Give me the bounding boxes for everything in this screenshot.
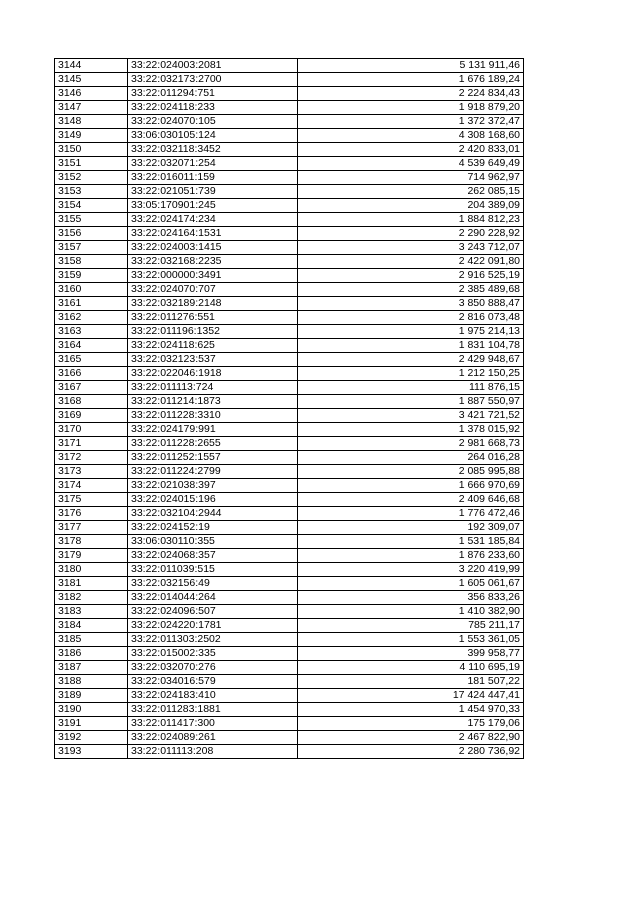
table-row: [55, 255, 524, 269]
cadastral-number-cell: 33:22:032156:49: [128, 577, 298, 591]
table-row: [55, 731, 524, 745]
row-number-cell: 3158: [55, 255, 128, 269]
cadastral-value-cell: 2 085 995,88: [298, 465, 524, 479]
cadastral-number-cell: 33:22:016011:159: [128, 171, 298, 185]
cadastral-value-cell: 356 833,26: [298, 591, 524, 605]
cadastral-number-cell: 33:22:011417:300: [128, 717, 298, 731]
row-number-cell: 3146: [55, 87, 128, 101]
table-row: [55, 157, 524, 171]
row-number-cell: 3144: [55, 59, 128, 73]
row-number-cell: 3163: [55, 325, 128, 339]
row-number-cell: 3159: [55, 269, 128, 283]
cadastral-number-cell: 33:22:011113:208: [128, 745, 298, 759]
table-row: [55, 311, 524, 325]
row-number-cell: 3166: [55, 367, 128, 381]
row-number-cell: 3145: [55, 73, 128, 87]
cadastral-number-cell: 33:22:014044:264: [128, 591, 298, 605]
table-row: [55, 87, 524, 101]
cadastral-number-cell: 33:22:024179:991: [128, 423, 298, 437]
cadastral-value-cell: 1 676 189,24: [298, 73, 524, 87]
cadastral-number-cell: 33:22:024183:410: [128, 689, 298, 703]
row-number-cell: 3160: [55, 283, 128, 297]
cadastral-value-cell: 2 420 833,01: [298, 143, 524, 157]
cadastral-number-cell: 33:22:011113:724: [128, 381, 298, 395]
cadastral-value-cell: 1 378 015,92: [298, 423, 524, 437]
cadastral-value-cell: 192 309,07: [298, 521, 524, 535]
row-number-cell: 3173: [55, 465, 128, 479]
cadastral-value-cell: 3 220 419,99: [298, 563, 524, 577]
cadastral-number-cell: 33:05:170901:245: [128, 199, 298, 213]
cadastral-value-cell: 2 409 646,68: [298, 493, 524, 507]
cadastral-number-cell: 33:22:000000:3491: [128, 269, 298, 283]
table-row: [55, 143, 524, 157]
cadastral-number-cell: 33:06:030105:124: [128, 129, 298, 143]
table-row: [55, 745, 524, 759]
cadastral-number-cell: 33:22:032189:2148: [128, 297, 298, 311]
cadastral-value-table: [54, 58, 524, 759]
row-number-cell: 3149: [55, 129, 128, 143]
cadastral-number-cell: 33:22:024096:507: [128, 605, 298, 619]
cadastral-number-cell: 33:22:024152:19: [128, 521, 298, 535]
row-number-cell: 3189: [55, 689, 128, 703]
cadastral-value-cell: 4 539 649,49: [298, 157, 524, 171]
cadastral-value-cell: 1 876 233,60: [298, 549, 524, 563]
table-row: [55, 451, 524, 465]
cadastral-number-cell: 33:22:011276:551: [128, 311, 298, 325]
table-row: [55, 409, 524, 423]
cadastral-value-cell: 2 429 948,67: [298, 353, 524, 367]
table-row: [55, 423, 524, 437]
cadastral-number-cell: 33:22:011252:1557: [128, 451, 298, 465]
row-number-cell: 3193: [55, 745, 128, 759]
table-row: [55, 269, 524, 283]
row-number-cell: 3156: [55, 227, 128, 241]
table-row: [55, 465, 524, 479]
table-row: [55, 521, 524, 535]
cadastral-number-cell: 33:22:011303:2502: [128, 633, 298, 647]
table-row: [55, 437, 524, 451]
row-number-cell: 3165: [55, 353, 128, 367]
table-row: [55, 717, 524, 731]
row-number-cell: 3186: [55, 647, 128, 661]
cadastral-value-cell: 714 962,97: [298, 171, 524, 185]
row-number-cell: 3162: [55, 311, 128, 325]
cadastral-value-cell: 2 916 525,19: [298, 269, 524, 283]
cadastral-value-cell: 2 385 489,68: [298, 283, 524, 297]
row-number-cell: 3188: [55, 675, 128, 689]
cadastral-value-cell: 1 531 185,84: [298, 535, 524, 549]
cadastral-value-cell: 1 831 104,78: [298, 339, 524, 353]
table-row: [55, 381, 524, 395]
cadastral-number-cell: 33:22:011214:1873: [128, 395, 298, 409]
cadastral-number-cell: 33:22:032123:537: [128, 353, 298, 367]
cadastral-number-cell: 33:22:032118:3452: [128, 143, 298, 157]
cadastral-value-cell: 2 422 091,80: [298, 255, 524, 269]
cadastral-number-cell: 33:22:024164:1531: [128, 227, 298, 241]
table-row: [55, 115, 524, 129]
cadastral-value-cell: 1 666 970,69: [298, 479, 524, 493]
cadastral-value-cell: 1 212 150,25: [298, 367, 524, 381]
cadastral-value-cell: 1 975 214,13: [298, 325, 524, 339]
row-number-cell: 3147: [55, 101, 128, 115]
table-row: [55, 703, 524, 717]
row-number-cell: 3179: [55, 549, 128, 563]
table-row: [55, 185, 524, 199]
table-row: [55, 339, 524, 353]
cadastral-number-cell: 33:22:021051:739: [128, 185, 298, 199]
row-number-cell: 3182: [55, 591, 128, 605]
row-number-cell: 3187: [55, 661, 128, 675]
row-number-cell: 3155: [55, 213, 128, 227]
cadastral-number-cell: 33:22:011196:1352: [128, 325, 298, 339]
cadastral-value-cell: 3 243 712,07: [298, 241, 524, 255]
row-number-cell: 3190: [55, 703, 128, 717]
cadastral-value-cell: 175 179,06: [298, 717, 524, 731]
table-row: [55, 227, 524, 241]
cadastral-value-cell: 2 224 834,43: [298, 87, 524, 101]
table-row: [55, 661, 524, 675]
cadastral-value-cell: 4 110 695,19: [298, 661, 524, 675]
row-number-cell: 3191: [55, 717, 128, 731]
row-number-cell: 3174: [55, 479, 128, 493]
table-row: [55, 507, 524, 521]
cadastral-number-cell: 33:22:024089:261: [128, 731, 298, 745]
table-row: [55, 577, 524, 591]
row-number-cell: 3153: [55, 185, 128, 199]
cadastral-value-cell: 785 211,17: [298, 619, 524, 633]
cadastral-value-cell: 1 553 361,05: [298, 633, 524, 647]
table-row: [55, 647, 524, 661]
table-row: [55, 73, 524, 87]
row-number-cell: 3183: [55, 605, 128, 619]
cadastral-number-cell: 33:22:011039:515: [128, 563, 298, 577]
cadastral-value-cell: 1 605 061,67: [298, 577, 524, 591]
cadastral-value-cell: 1 918 879,20: [298, 101, 524, 115]
cadastral-value-cell: 4 308 168,60: [298, 129, 524, 143]
table-row: [55, 549, 524, 563]
cadastral-value-cell: 181 507,22: [298, 675, 524, 689]
row-number-cell: 3170: [55, 423, 128, 437]
row-number-cell: 3151: [55, 157, 128, 171]
cadastral-number-cell: 33:22:024070:707: [128, 283, 298, 297]
table-row: [55, 241, 524, 255]
cadastral-number-cell: 33:22:032070:276: [128, 661, 298, 675]
row-number-cell: 3161: [55, 297, 128, 311]
table-row: [55, 493, 524, 507]
row-number-cell: 3148: [55, 115, 128, 129]
table-row: [55, 213, 524, 227]
cadastral-value-cell: 204 389,09: [298, 199, 524, 213]
row-number-cell: 3171: [55, 437, 128, 451]
cadastral-number-cell: 33:22:024220:1781: [128, 619, 298, 633]
row-number-cell: 3176: [55, 507, 128, 521]
cadastral-number-cell: 33:22:011228:2655: [128, 437, 298, 451]
row-number-cell: 3164: [55, 339, 128, 353]
row-number-cell: 3150: [55, 143, 128, 157]
table-row: [55, 297, 524, 311]
cadastral-number-cell: 33:22:024068:357: [128, 549, 298, 563]
cadastral-number-cell: 33:22:024070:105: [128, 115, 298, 129]
cadastral-value-cell: 399 958,77: [298, 647, 524, 661]
row-number-cell: 3177: [55, 521, 128, 535]
cadastral-value-cell: 2 467 822,90: [298, 731, 524, 745]
table-row: [55, 353, 524, 367]
row-number-cell: 3168: [55, 395, 128, 409]
table-row: [55, 689, 524, 703]
table-row: [55, 633, 524, 647]
table-row: [55, 171, 524, 185]
table-body: [55, 59, 524, 759]
cadastral-number-cell: 33:22:024118:625: [128, 339, 298, 353]
cadastral-value-cell: 2 290 228,92: [298, 227, 524, 241]
cadastral-value-cell: 17 424 447,41: [298, 689, 524, 703]
cadastral-value-cell: 3 850 888,47: [298, 297, 524, 311]
cadastral-value-cell: 2 816 073,48: [298, 311, 524, 325]
cadastral-number-cell: 33:22:034016:579: [128, 675, 298, 689]
row-number-cell: 3157: [55, 241, 128, 255]
row-number-cell: 3154: [55, 199, 128, 213]
table-row: [55, 129, 524, 143]
cadastral-value-cell: 1 410 382,90: [298, 605, 524, 619]
cadastral-number-cell: 33:22:024003:1415: [128, 241, 298, 255]
cadastral-number-cell: 33:22:032104:2944: [128, 507, 298, 521]
cadastral-value-cell: 3 421 721,52: [298, 409, 524, 423]
table-row: [55, 367, 524, 381]
cadastral-number-cell: 33:06:030110:355: [128, 535, 298, 549]
row-number-cell: 3192: [55, 731, 128, 745]
cadastral-value-cell: 111 876,15: [298, 381, 524, 395]
cadastral-value-cell: 1 887 550,97: [298, 395, 524, 409]
cadastral-value-cell: 2 280 736,92: [298, 745, 524, 759]
cadastral-value-cell: 5 131 911,46: [298, 59, 524, 73]
cadastral-number-cell: 33:22:011294:751: [128, 87, 298, 101]
cadastral-number-cell: 33:22:032173:2700: [128, 73, 298, 87]
table-row: [55, 479, 524, 493]
table-row: [55, 619, 524, 633]
cadastral-number-cell: 33:22:024174:234: [128, 213, 298, 227]
cadastral-number-cell: 33:22:021038:397: [128, 479, 298, 493]
table-row: [55, 563, 524, 577]
cadastral-value-cell: 1 884 812,23: [298, 213, 524, 227]
cadastral-value-cell: 262 085,15: [298, 185, 524, 199]
row-number-cell: 3184: [55, 619, 128, 633]
row-number-cell: 3152: [55, 171, 128, 185]
cadastral-number-cell: 33:22:032168:2235: [128, 255, 298, 269]
cadastral-value-cell: 264 016,28: [298, 451, 524, 465]
row-number-cell: 3175: [55, 493, 128, 507]
table-row: [55, 605, 524, 619]
table-row: [55, 395, 524, 409]
table-row: [55, 535, 524, 549]
table-row: [55, 283, 524, 297]
table-row: [55, 591, 524, 605]
cadastral-number-cell: 33:22:015002:335: [128, 647, 298, 661]
row-number-cell: 3172: [55, 451, 128, 465]
row-number-cell: 3180: [55, 563, 128, 577]
row-number-cell: 3167: [55, 381, 128, 395]
table-row: [55, 59, 524, 73]
cadastral-value-cell: 1 454 970,33: [298, 703, 524, 717]
cadastral-number-cell: 33:22:032071:254: [128, 157, 298, 171]
table-row: [55, 675, 524, 689]
table-row: [55, 325, 524, 339]
cadastral-number-cell: 33:22:024003:2081: [128, 59, 298, 73]
cadastral-number-cell: 33:22:011224:2799: [128, 465, 298, 479]
table-row: [55, 101, 524, 115]
row-number-cell: 3181: [55, 577, 128, 591]
table-row: [55, 199, 524, 213]
row-number-cell: 3185: [55, 633, 128, 647]
cadastral-value-cell: 1 776 472,46: [298, 507, 524, 521]
cadastral-number-cell: 33:22:024015:196: [128, 493, 298, 507]
cadastral-number-cell: 33:22:022046:1918: [128, 367, 298, 381]
cadastral-number-cell: 33:22:011228:3310: [128, 409, 298, 423]
row-number-cell: 3169: [55, 409, 128, 423]
cadastral-value-cell: 2 981 668,73: [298, 437, 524, 451]
cadastral-number-cell: 33:22:011283:1881: [128, 703, 298, 717]
cadastral-value-cell: 1 372 372,47: [298, 115, 524, 129]
cadastral-number-cell: 33:22:024118:233: [128, 101, 298, 115]
row-number-cell: 3178: [55, 535, 128, 549]
